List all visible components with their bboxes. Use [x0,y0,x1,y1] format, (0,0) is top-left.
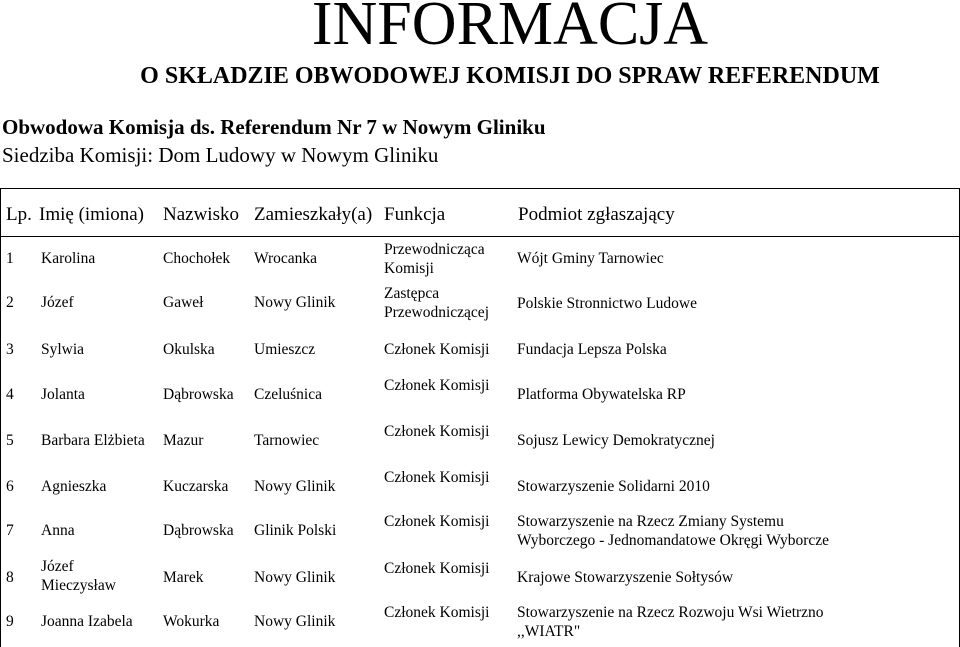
commission-name: Obwodowa Komisja ds. Referendum Nr 7 w Nowym Gliniku [2,115,546,139]
column-header-lp: Lp. [6,204,32,225]
row-4-nominated-by: Platforma Obywatelska RP [517,386,686,403]
row-9-last-name: Wokurka [163,613,220,630]
column-header-function: Funkcja [384,204,446,225]
row-6-function: Członek Komisji [384,469,490,486]
row-4-last-name: Dąbrowska [163,386,234,403]
row-7-residence: Glinik Polski [254,522,337,539]
row-2-lp: 2 [6,294,14,311]
row-9-first-name: Joanna Izabela [41,613,133,630]
row-1-first-name: Karolina [41,250,96,267]
row-8-last-name: Marek [163,569,204,586]
row-7-last-name: Dąbrowska [163,522,234,539]
row-7-function: Członek Komisji [384,513,490,530]
row-1-nominated-by: Wójt Gminy Tarnowiec [517,250,664,267]
row-8-residence: Nowy Glinik [254,569,336,586]
row-1-function: Przewodnicząca Komisji [384,241,485,277]
row-9-function: Członek Komisji [384,604,490,621]
row-9-lp: 9 [6,613,14,630]
row-4-function: Członek Komisji [384,377,490,394]
row-6-nominated-by: Stowarzyszenie Solidarni 2010 [517,478,710,495]
row-3-last-name: Okulska [163,341,215,358]
row-7-lp: 7 [6,522,14,539]
row-4-lp: 4 [6,386,14,403]
row-7-first-name: Anna [41,522,75,539]
row-3-function: Członek Komisji [384,341,490,358]
row-6-residence: Nowy Glinik [254,478,336,495]
row-8-function: Członek Komisji [384,560,490,577]
row-3-nominated-by: Fundacja Lepsza Polska [517,341,667,358]
row-3-residence: Umieszcz [254,341,316,358]
row-5-nominated-by: Sojusz Lewicy Demokratycznej [517,432,715,449]
row-4-residence: Czeluśnica [254,386,323,403]
column-header-nominated-by: Podmiot zgłaszający [518,204,675,225]
row-5-last-name: Mazur [163,432,204,449]
row-5-first-name: Barbara Elżbieta [41,432,145,449]
column-header-residence: Zamieszkały(a) [254,204,373,225]
row-2-nominated-by: Polskie Stronnictwo Ludowe [517,295,697,312]
row-5-function: Członek Komisji [384,423,490,440]
row-8-first-name: Józef Mieczysław [41,558,116,594]
commission-seat: Siedziba Komisji: Dom Ludowy w Nowym Gliniku [2,143,439,167]
document-subtitle: O SKŁADZIE OBWODOWEJ KOMISJI DO SPRAW REFERENDUM [140,63,880,89]
row-6-last-name: Kuczarska [163,478,229,495]
row-2-residence: Nowy Glinik [254,294,336,311]
row-8-nominated-by: Krajowe Stowarzyszenie Sołtysów [517,569,734,586]
column-header-last-name: Nazwisko [163,204,239,225]
row-2-function: Zastępca Przewodniczącej [384,285,489,321]
row-2-last-name: Gaweł [163,294,204,311]
row-6-first-name: Agnieszka [41,478,107,495]
row-2-first-name: Józef [41,294,74,311]
document-title: INFORMACJA [311,0,709,58]
row-5-lp: 5 [6,432,14,449]
row-1-last-name: Chochołek [163,250,231,267]
header-divider [1,236,959,237]
row-1-residence: Wrocanka [254,250,318,267]
row-4-first-name: Jolanta [41,386,85,403]
row-6-lp: 6 [6,478,14,495]
row-5-residence: Tarnowiec [254,432,320,449]
row-9-residence: Nowy Glinik [254,613,336,630]
row-8-lp: 8 [6,569,14,586]
row-9-nominated-by: Stowarzyszenie na Rzecz Rozwoju Wsi Wietrzno ,,WIATR" [517,604,824,640]
column-header-first-name: Imię (imiona) [39,204,144,225]
row-3-lp: 3 [6,341,14,358]
row-3-first-name: Sylwia [41,341,85,358]
row-7-nominated-by: Stowarzyszenie na Rzecz Zmiany Systemu Wyborczego - Jednomandatowe Okręgi Wyborcze [517,513,830,549]
row-1-lp: 1 [6,250,14,267]
